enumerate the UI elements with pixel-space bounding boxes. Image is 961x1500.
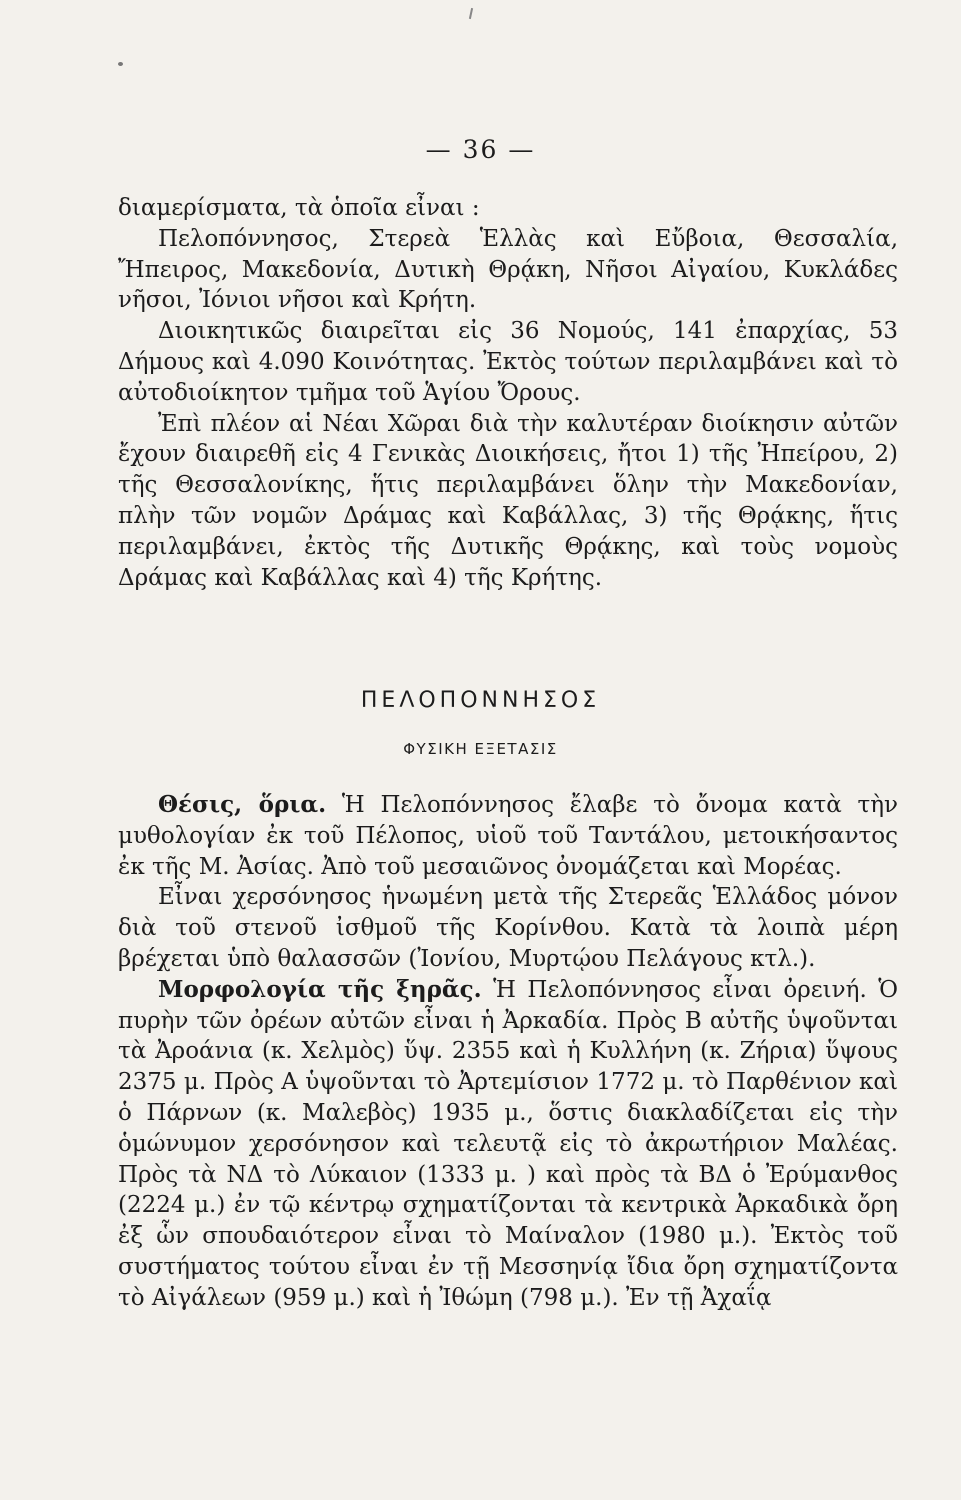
scan-mark (469, 8, 473, 19)
morphology-lead: Μορφολογία τῆς ξηρᾶς. (158, 975, 482, 1003)
positions-lead: Θέσις, ὅρια. (158, 791, 327, 818)
positions-paragraph (118, 790, 898, 882)
intro-line: διαμερίσματα, τὰ ὁποῖα εἶναι : (118, 195, 480, 221)
positions-text: Ἡ Πελοπόννησος ἔλαβε τὸ ὄνομα κατὰ τὴν μυθολογίαν ἐκ τοῦ Πέλοπος, υἱοῦ τοῦ Ταντάλου, μετοικήσαντος ἐκ τῆς Μ. Ἀσίας. Ἀπὸ τοῦ μεσαιῶνος ὀνομάζεται καὶ Μορέας. (118, 792, 898, 880)
body-block (118, 790, 898, 1314)
page-number: — 36 — (425, 135, 536, 164)
section-subtitle: ΦΥΣΙΚΗ ΕΞΕΤΑΣΙΣ (403, 740, 558, 758)
section-title: ΠΕΛΟΠΟΝΝΗΣΟΣ (360, 688, 601, 713)
morphology-text: Ἡ Πελοπόννησος εἶναι ὀρεινή. Ὁ πυρὴν τῶν ὀρέων αὐτῶν εἶναι ἡ Ἀρκαδία. Πρὸς Β αὐτῆς ὑψοῦνται τὰ Ἀροάνια (κ. Χελμὸς) ὕψ. 2355 καὶ ἡ Κυλλήνη (κ. Ζήρια) ὕψους 2375 μ. Πρὸς Α ὑψοῦνται τὸ Ἀρτεμίσιον 1772 μ. τὸ Παρθένιον καὶ ὁ Πάρνων (κ. Μαλεβὸς) 1935 μ., ὅστις διακλαδίζεται εἰς τὴν ὁμώνυμον χερσόνησον καὶ τελευτᾷ εἰς τὸ ἀκρωτήριον Μαλέας. Πρὸς τὰ ΝΔ τὸ Λύκαιον (1333 μ. ) καὶ πρὸς τὰ ΒΔ ὁ Ἐρύμανθος (2224 μ.) ἐν τῷ κέντρῳ σχηματίζονται τὰ κεντρικὰ Ἀρκαδικὰ ὄρη ἐξ ὧν σπουδαιότερον εἶναι τὸ Μαίναλον (1980 μ.). Ἐκτὸς τοῦ συστήματος τούτου εἶναι ἐν τῇ Μεσσηνίᾳ ἴδια ὄρη σχηματίζοντα τὸ Αἰγάλεων (959 μ.) καὶ ἡ Ἰθώμη (798 μ.). Ἐν τῇ Ἀχαΐᾳ (118, 976, 898, 1311)
scan-speck (118, 62, 123, 66)
general-administrations-paragraph: Ἐπὶ πλέον αἱ Νέαι Χῶραι διὰ τὴν καλυτέραν διοίκησιν αὐτῶν ἔχουν διαιρεθῆ εἰς 4 Γενικὰς Διοικήσεις, ἤτοι 1) τῆς Ἠπείρου, 2) τῆς Θεσσαλονίκης, ἥτις περιλαμβάνει ὅλην τὴν Μακεδονίαν, πλὴν τῶν νομῶν Δράμας καὶ Καβάλλας, 3) τῆς Θρᾴκης, ἥτις περιλαμβάνει, ἐκτὸς τῆς Δυτικῆς Θρᾴκης, καὶ τοὺς νομοὺς Δράμας καὶ Καβάλλας καὶ 4) τῆς Κρήτης. (118, 410, 898, 591)
peninsula-paragraph: Εἶναι χερσόνησος ἡνωμένη μετὰ τῆς Στερεᾶς Ἑλλάδος μόνον διὰ τοῦ στενοῦ ἰσθμοῦ τῆς Κορίνθου. Κατὰ τὰ λοιπὰ μέρη βρέχεται ὑπὸ θαλασσῶν (Ἰονίου, Μυρτῴου Πελάγους κτλ.). (118, 884, 898, 972)
regions-paragraph: Πελοπόννησος, Στερεὰ Ἑλλὰς καὶ Εὔβοια, Θεσσαλία, Ἤπειρος, Μακεδονία, Δυτικὴ Θρᾴκη, Νῆσοι Αἰγαίου, Κυκλάδες νῆσοι, Ἰόνιοι νῆσοι καὶ Κρήτη. (118, 225, 898, 314)
morphology-paragraph (118, 975, 898, 1314)
intro-block (118, 193, 898, 593)
administration-paragraph: Διοικητικῶς διαιρεῖται εἰς 36 Νομούς, 141 ἐπαρχίας, 53 Δήμους καὶ 4.090 Κοινότητας. Ἐκτὸς τούτων περιλαμβάνει καὶ τὸ αὐτοδιοίκητον τμῆμα τοῦ Ἁγίου Ὄρους. (118, 318, 898, 406)
